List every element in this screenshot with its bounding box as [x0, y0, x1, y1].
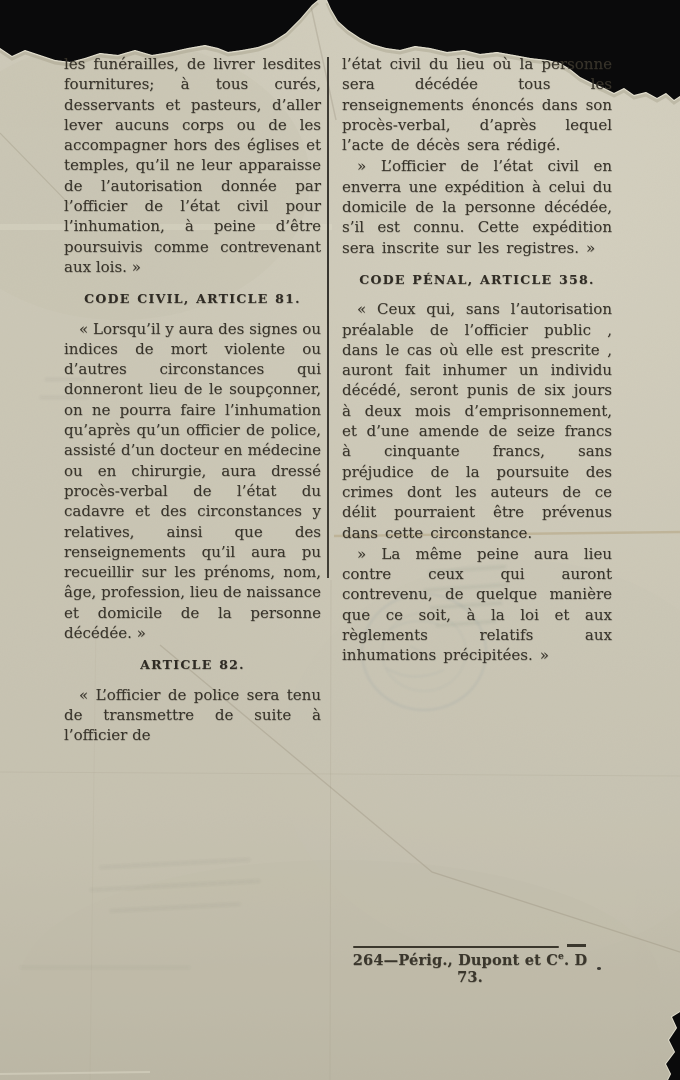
paragraph-article-358: « Ceux qui, sans l’autorisation préalable de l’officier public , dans le cas où elle est prescrite , auront fait inhumer un individu décédé, seront punis de six jours à deux mois d’emprisonnement, et d’une amende de seize francs à cinquante francs, sans préjudice de la poursuite des crimes dont les auteurs de ce délit pourraient être prévenus dans cette circonstance. — [342, 300, 612, 542]
imprint-superscript: e — [558, 952, 564, 963]
paragraph-article-82-second: » L’officier de l’état civil en enverra une expédition à celui du domicile de la personne décédée, s’il est connu. Cette expédition sera inscrite sur les registres. » — [342, 157, 612, 257]
paragraph-article-82-start: « L’officier de police sera tenu de transmettre de suite à l’officier de — [64, 685, 321, 745]
paragraph-funerailles-continuation: les funérailles, de livrer lesdites fournitures; à tous curés, desservants et pasteurs, d’aller lever aucuns corps ou de les accompagner hors des églises et temples, qu’il ne leur apparaisse de l’autorisation donnée par l’officier de l’état civil pour l’inhumation, à peine d’être poursuivis comme contrevenant aux lois. » — [64, 55, 321, 276]
printer-imprint — [350, 952, 590, 986]
imprint-suffix: . D 73. — [457, 952, 588, 986]
paragraph-article-82-continuation: l’état civil du lieu où la personne sera décédée tous les renseignements énoncés dans son procès-verbal, d’après lequel l’acte de décès sera rédigé. — [342, 55, 612, 155]
paragraph-article-358-second: » La même peine aura lieu contre ceux qui auront contrevenu, de quelque manière que ce soit, à la loi et aux règlements relatifs aux inhumations précipitées. » — [342, 544, 612, 665]
heading-code-civil-article-81: CODE CIVIL, ARTICLE 81. — [84, 291, 301, 307]
right-column — [342, 54, 612, 667]
ink-speck — [597, 967, 601, 970]
footer-rule-dash — [567, 944, 586, 947]
paragraph-article-81: « Lorsqu’il y aura des signes ou indices de mort violente ou d’autres circonstances qui donneront lieu de le soupçonner, on ne pourra faire l’inhumation qu’après qu’un officier de police, assisté d’un docteur en médecine ou en chirurgie, aura dressé procès-verbal de l’état du cadavre et des circonstances y relatives, ainsi que des renseignements qu’il aura pu recueillir sur les prénoms, nom, âge, profession, lieu de naissance et domicile de la personne décédée. » — [64, 319, 321, 643]
left-column — [64, 54, 321, 747]
column-divider-rule — [327, 57, 329, 578]
imprint-prefix: 264—Périg., Dupont et C — [352, 952, 559, 969]
heading-code-penal-article-358: CODE PÉNAL, ARTICLE 358. — [359, 271, 595, 287]
heading-article-82: ARTICLE 82. — [140, 657, 245, 673]
footer-rule — [353, 946, 559, 948]
